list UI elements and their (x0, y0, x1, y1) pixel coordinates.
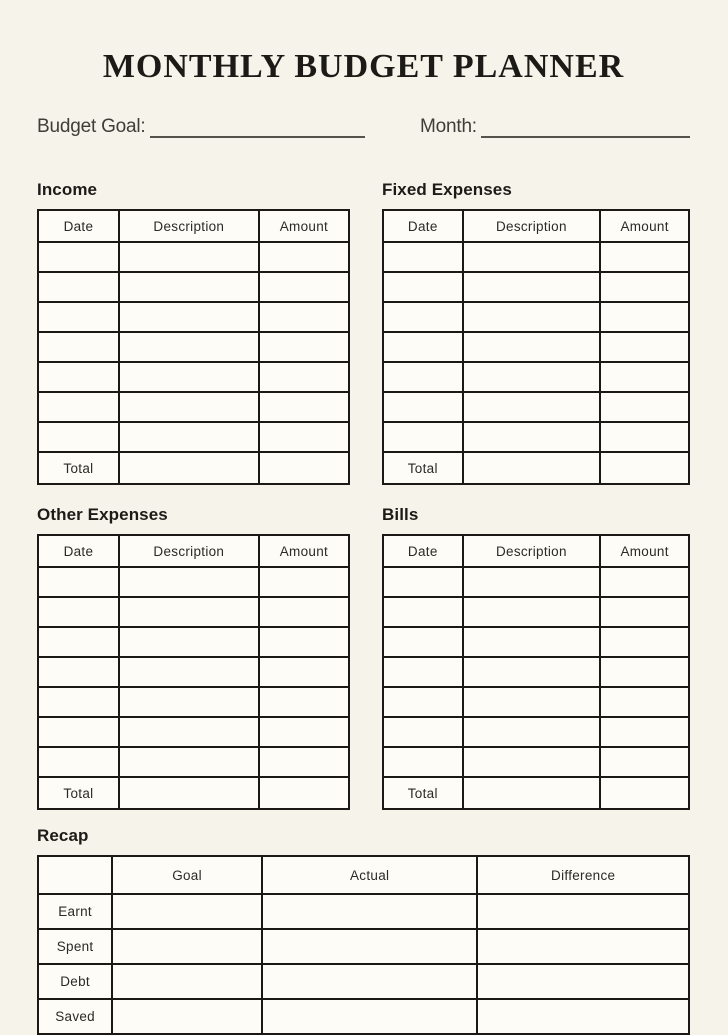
date-column-header: Date (38, 210, 119, 242)
date-cell (383, 392, 463, 422)
entry-row (383, 422, 689, 452)
goal-column-header: Goal (112, 856, 262, 894)
difference-cell (477, 929, 689, 964)
amount-cell (259, 272, 349, 302)
entry-row (383, 392, 689, 422)
description-cell (463, 687, 601, 717)
amount-cell (259, 747, 349, 777)
date-column-header: Date (383, 535, 463, 567)
entry-row (383, 362, 689, 392)
amount-cell (259, 687, 349, 717)
amount-cell (600, 362, 689, 392)
date-cell (38, 747, 119, 777)
description-cell (119, 242, 259, 272)
amount-cell (259, 362, 349, 392)
amount-cell (259, 422, 349, 452)
amount-column-header: Amount (600, 535, 689, 567)
amount-cell (600, 717, 689, 747)
entry-row (38, 302, 349, 332)
amount-cell (600, 597, 689, 627)
amount-cell (600, 422, 689, 452)
description-cell (119, 717, 259, 747)
actual-cell (262, 999, 477, 1034)
fixed-expenses-table (382, 209, 690, 485)
table-header-row (38, 535, 349, 567)
amount-cell (600, 392, 689, 422)
actual-cell (262, 929, 477, 964)
description-column-header: Description (463, 210, 601, 242)
amount-cell (600, 657, 689, 687)
goal-cell (112, 894, 262, 929)
entry-row (38, 272, 349, 302)
total-row (38, 777, 349, 809)
description-column-header: Description (119, 535, 259, 567)
date-cell (38, 627, 119, 657)
entry-row (383, 657, 689, 687)
amount-cell (259, 627, 349, 657)
entry-row (38, 362, 349, 392)
date-cell (383, 567, 463, 597)
total-label-cell: Total (38, 777, 119, 809)
difference-cell (477, 894, 689, 929)
income-table (37, 209, 350, 485)
total-label-cell: Total (383, 452, 463, 484)
description-cell (463, 422, 601, 452)
amount-cell (259, 332, 349, 362)
description-cell (463, 597, 601, 627)
recap-section-title: Recap (37, 826, 89, 845)
header-fields-row (37, 116, 690, 138)
debt-row-label: Debt (38, 964, 112, 999)
actual-cell (262, 894, 477, 929)
description-cell (119, 332, 259, 362)
date-cell (38, 717, 119, 747)
other-expenses-section (37, 505, 350, 810)
month-label: Month: (420, 116, 477, 138)
entry-row (38, 242, 349, 272)
date-cell (38, 242, 119, 272)
total-label-cell: Total (383, 777, 463, 809)
actual-cell (262, 964, 477, 999)
amount-cell (259, 242, 349, 272)
amount-cell (259, 717, 349, 747)
amount-cell (600, 242, 689, 272)
date-cell (38, 332, 119, 362)
description-cell (463, 717, 601, 747)
date-cell (38, 657, 119, 687)
entry-row (38, 422, 349, 452)
recap-row-saved (38, 999, 689, 1034)
date-cell (383, 717, 463, 747)
description-cell (119, 597, 259, 627)
amount-cell (259, 567, 349, 597)
difference-cell (477, 999, 689, 1034)
entry-row (38, 687, 349, 717)
table-header-row (383, 210, 689, 242)
date-cell (38, 687, 119, 717)
recap-table (37, 855, 690, 1035)
entry-row (383, 272, 689, 302)
entry-row (383, 567, 689, 597)
date-cell (38, 597, 119, 627)
total-row (383, 452, 689, 484)
description-cell (119, 302, 259, 332)
description-cell (463, 747, 601, 777)
income-section (37, 180, 350, 485)
description-cell (119, 747, 259, 777)
date-cell (383, 422, 463, 452)
recap-row-debt (38, 964, 689, 999)
description-cell (119, 272, 259, 302)
table-header-row (383, 535, 689, 567)
amount-column-header: Amount (600, 210, 689, 242)
budget-goal-blank-line (150, 116, 365, 138)
description-cell (463, 627, 601, 657)
description-cell (463, 242, 601, 272)
recap-row-earnt (38, 894, 689, 929)
recap-corner-cell (38, 856, 112, 894)
month-field (420, 116, 690, 138)
entry-row (383, 747, 689, 777)
recap-section (37, 826, 690, 1035)
description-cell (119, 657, 259, 687)
description-cell (463, 392, 601, 422)
actual-column-header: Actual (262, 856, 477, 894)
entry-row (38, 332, 349, 362)
other-expenses-table (37, 534, 350, 810)
total-description-cell (463, 777, 601, 809)
entry-row (38, 717, 349, 747)
date-cell (383, 302, 463, 332)
bills-section (382, 505, 690, 810)
total-row (38, 452, 349, 484)
fixed-expenses-section (382, 180, 690, 485)
entry-row (38, 392, 349, 422)
description-cell (119, 422, 259, 452)
total-amount-cell (600, 777, 689, 809)
entry-row (383, 332, 689, 362)
amount-cell (259, 657, 349, 687)
entry-row (38, 597, 349, 627)
spent-row-label: Spent (38, 929, 112, 964)
entry-row (38, 627, 349, 657)
budget-goal-label: Budget Goal: (37, 116, 146, 138)
other-expenses-section-title: Other Expenses (37, 505, 168, 524)
fixed-expenses-section-title: Fixed Expenses (382, 180, 512, 199)
entry-row (383, 597, 689, 627)
saved-row-label: Saved (38, 999, 112, 1034)
description-cell (119, 362, 259, 392)
description-cell (463, 302, 601, 332)
entry-row (383, 627, 689, 657)
entry-row (38, 747, 349, 777)
date-cell (383, 272, 463, 302)
amount-cell (259, 597, 349, 627)
total-description-cell (119, 777, 259, 809)
date-cell (383, 597, 463, 627)
description-cell (119, 687, 259, 717)
recap-header-row (38, 856, 689, 894)
amount-cell (600, 627, 689, 657)
difference-column-header: Difference (477, 856, 689, 894)
date-cell (38, 422, 119, 452)
total-row (383, 777, 689, 809)
date-cell (383, 627, 463, 657)
income-section-title: Income (37, 180, 98, 199)
total-label-cell: Total (38, 452, 119, 484)
date-cell (383, 242, 463, 272)
date-cell (38, 567, 119, 597)
page-title: MONTHLY BUDGET PLANNER (102, 48, 625, 85)
date-cell (38, 362, 119, 392)
date-cell (383, 747, 463, 777)
description-cell (463, 657, 601, 687)
date-cell (383, 362, 463, 392)
description-cell (463, 567, 601, 597)
date-cell (38, 392, 119, 422)
description-cell (119, 392, 259, 422)
total-amount-cell (259, 452, 349, 484)
total-description-cell (119, 452, 259, 484)
entry-row (383, 687, 689, 717)
recap-row-spent (38, 929, 689, 964)
difference-cell (477, 964, 689, 999)
budget-tables-grid (37, 180, 690, 810)
date-column-header: Date (38, 535, 119, 567)
goal-cell (112, 929, 262, 964)
amount-cell (259, 302, 349, 332)
date-cell (38, 302, 119, 332)
description-column-header: Description (463, 535, 601, 567)
goal-cell (112, 964, 262, 999)
amount-cell (600, 687, 689, 717)
amount-column-header: Amount (259, 210, 349, 242)
table-header-row (38, 210, 349, 242)
entry-row (383, 717, 689, 747)
entry-row (383, 302, 689, 332)
description-cell (463, 272, 601, 302)
amount-cell (600, 332, 689, 362)
bills-table (382, 534, 690, 810)
date-cell (383, 657, 463, 687)
budget-goal-field (37, 116, 365, 138)
total-amount-cell (259, 777, 349, 809)
description-cell (119, 627, 259, 657)
amount-cell (600, 747, 689, 777)
amount-cell (259, 392, 349, 422)
description-cell (463, 362, 601, 392)
amount-cell (600, 272, 689, 302)
total-description-cell (463, 452, 601, 484)
goal-cell (112, 999, 262, 1034)
total-amount-cell (600, 452, 689, 484)
entry-row (38, 657, 349, 687)
entry-row (38, 567, 349, 597)
date-column-header: Date (383, 210, 463, 242)
amount-cell (600, 567, 689, 597)
bills-section-title: Bills (382, 505, 419, 524)
date-cell (38, 272, 119, 302)
description-cell (119, 567, 259, 597)
date-cell (383, 332, 463, 362)
date-cell (383, 687, 463, 717)
amount-column-header: Amount (259, 535, 349, 567)
earnt-row-label: Earnt (38, 894, 112, 929)
month-blank-line (481, 116, 690, 138)
amount-cell (600, 302, 689, 332)
description-cell (463, 332, 601, 362)
entry-row (383, 242, 689, 272)
description-column-header: Description (119, 210, 259, 242)
